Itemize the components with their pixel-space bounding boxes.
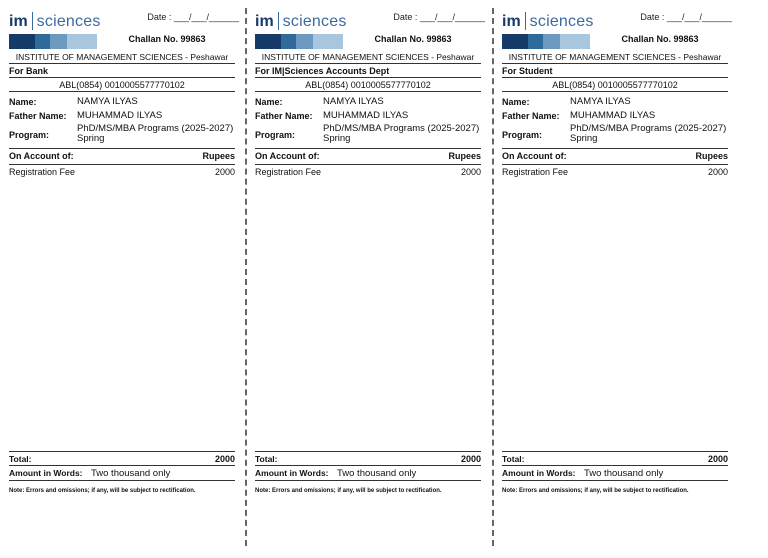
divider <box>502 148 728 149</box>
logo-im: im <box>255 13 274 30</box>
divider <box>9 77 235 78</box>
logo-sciences: sciences <box>36 13 101 30</box>
amount-words-value: Two thousand only <box>337 468 417 479</box>
fee-amount: 2000 <box>460 167 481 177</box>
student-name: NAMYA ILYAS <box>570 96 631 107</box>
father-label: Father Name: <box>502 111 560 121</box>
divider <box>9 63 235 64</box>
amount-words-value: Two thousand only <box>91 468 171 479</box>
divider <box>255 91 481 92</box>
divider <box>255 148 481 149</box>
father-label: Father Name: <box>255 111 313 121</box>
footnote: Note: Errors and omissions; if any, will be subject to rectification. <box>9 488 196 494</box>
on-account-header: On Account of: <box>502 151 567 161</box>
logo-im: im <box>502 13 521 30</box>
footnote: Note: Errors and omissions; if any, will be subject to rectification. <box>502 488 689 494</box>
logo-im: im <box>9 13 28 30</box>
total-value: 2000 <box>214 454 235 464</box>
divider <box>255 164 481 165</box>
challan-number: Challan No. 99863 <box>374 34 452 44</box>
cut-line <box>492 8 494 546</box>
logo-divider <box>32 12 33 30</box>
amount-words-value: Two thousand only <box>584 468 664 479</box>
fee-item: Registration Fee <box>502 167 569 177</box>
divider <box>502 451 728 452</box>
on-account-header: On Account of: <box>255 151 320 161</box>
ims-logo <box>255 10 347 30</box>
cut-line <box>245 8 247 546</box>
fee-item: Registration Fee <box>9 167 76 177</box>
program-label: Program: <box>9 130 50 140</box>
divider <box>255 77 481 78</box>
total-value: 2000 <box>460 454 481 464</box>
father-name: MUHAMMAD ILYAS <box>323 110 409 121</box>
program-label: Program: <box>502 130 543 140</box>
divider <box>502 465 728 466</box>
program-label: Program: <box>255 130 296 140</box>
divider <box>255 465 481 466</box>
footnote: Note: Errors and omissions; if any, will be subject to rectification. <box>255 488 442 494</box>
student-name: NAMYA ILYAS <box>77 96 138 107</box>
on-account-header: On Account of: <box>9 151 74 161</box>
ims-logo <box>9 10 101 30</box>
challan-number: Challan No. 99863 <box>621 34 699 44</box>
challan-copy-accounts <box>255 0 485 558</box>
program-value: PhD/MS/MBA Programs (2025-2027) Spring <box>570 123 727 144</box>
fee-amount: 2000 <box>214 167 235 177</box>
logo-divider <box>525 12 526 30</box>
student-name: NAMYA ILYAS <box>323 96 384 107</box>
copy-for: For Student <box>502 66 553 76</box>
divider <box>255 63 481 64</box>
divider <box>9 480 235 481</box>
total-label: Total: <box>255 454 278 464</box>
bank-account: ABL(0854) 0010005577770102 <box>59 80 185 90</box>
logo-sciences: sciences <box>529 13 594 30</box>
divider <box>9 465 235 466</box>
name-label: Name: <box>255 97 283 107</box>
color-blocks <box>9 34 101 49</box>
date-field: Date : ___/___/______ <box>147 12 239 22</box>
challan-copy-student <box>502 0 732 558</box>
name-label: Name: <box>502 97 530 107</box>
institute-name: INSTITUTE OF MANAGEMENT SCIENCES - Peshawar <box>261 52 475 62</box>
divider <box>502 164 728 165</box>
copy-for: For IM|Sciences Accounts Dept <box>255 66 390 76</box>
program-value: PhD/MS/MBA Programs (2025-2027) Spring <box>77 123 234 144</box>
total-value: 2000 <box>707 454 728 464</box>
date-field: Date : ___/___/______ <box>640 12 732 22</box>
copy-for: For Bank <box>9 66 49 76</box>
program-value: PhD/MS/MBA Programs (2025-2027) Spring <box>323 123 480 144</box>
amount-words-label: Amount in Words: <box>502 468 576 478</box>
total-label: Total: <box>502 454 525 464</box>
divider <box>9 148 235 149</box>
bank-account: ABL(0854) 0010005577770102 <box>305 80 431 90</box>
institute-name: INSTITUTE OF MANAGEMENT SCIENCES - Peshawar <box>508 52 722 62</box>
bank-account: ABL(0854) 0010005577770102 <box>552 80 678 90</box>
divider <box>502 77 728 78</box>
logo-sciences: sciences <box>282 13 347 30</box>
divider <box>502 91 728 92</box>
fee-item: Registration Fee <box>255 167 322 177</box>
amount-words-label: Amount in Words: <box>9 468 83 478</box>
rupees-header: Rupees <box>202 151 235 161</box>
divider <box>9 91 235 92</box>
fee-amount: 2000 <box>707 167 728 177</box>
divider <box>9 451 235 452</box>
rupees-header: Rupees <box>695 151 728 161</box>
divider <box>502 63 728 64</box>
ims-logo <box>502 10 594 30</box>
rupees-header: Rupees <box>448 151 481 161</box>
date-field: Date : ___/___/______ <box>393 12 485 22</box>
divider <box>9 164 235 165</box>
challan-copy-bank <box>9 0 239 558</box>
institute-name: INSTITUTE OF MANAGEMENT SCIENCES - Peshawar <box>15 52 229 62</box>
name-label: Name: <box>9 97 37 107</box>
father-name: MUHAMMAD ILYAS <box>77 110 163 121</box>
divider <box>502 480 728 481</box>
logo-divider <box>278 12 279 30</box>
challan-number: Challan No. 99863 <box>128 34 206 44</box>
color-blocks <box>502 34 594 49</box>
total-label: Total: <box>9 454 32 464</box>
father-name: MUHAMMAD ILYAS <box>570 110 656 121</box>
father-label: Father Name: <box>9 111 67 121</box>
divider <box>255 480 481 481</box>
color-blocks <box>255 34 347 49</box>
divider <box>255 451 481 452</box>
amount-words-label: Amount in Words: <box>255 468 329 478</box>
